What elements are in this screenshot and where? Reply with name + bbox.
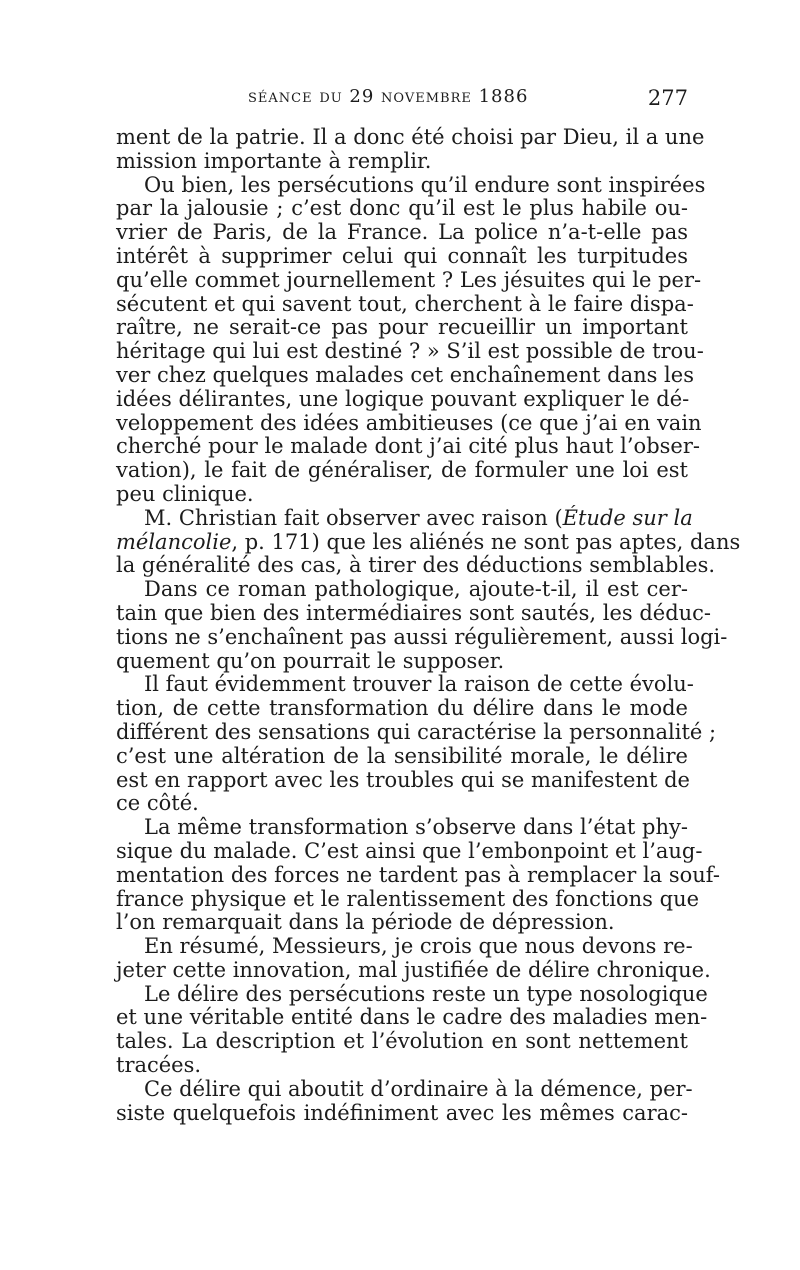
text-line (116, 1076, 693, 1102)
text-line (116, 911, 688, 935)
text-segment: Ou bien, les persécutions qu’il endure sont inspirées (144, 172, 706, 197)
text-segment: ment de la patrie. Il a donc été choisi par Dieu, il a une (116, 125, 705, 149)
text-line (116, 339, 704, 364)
text-segment: sique du malade. C’est ainsi que l’embonpoint et l’aug- (116, 838, 703, 863)
text-segment: france physique et le ralentissement des fonctions que (116, 886, 700, 911)
text-segment: peu clinique. (116, 481, 254, 506)
text-line (116, 1054, 688, 1078)
text-line (116, 529, 741, 555)
text-line (116, 769, 688, 793)
text-segment: qu’elle commet journellement ? Les jésuites qui le per- (116, 267, 702, 292)
text-line (116, 719, 717, 745)
text-line (116, 459, 688, 483)
text-segment: tales. La description et l’évolution en sont nettement (116, 1029, 688, 1054)
text-line (116, 553, 716, 578)
text-line (116, 1102, 688, 1126)
text-segment: En résumé, Messieurs, je crois que nous devons re- (144, 934, 693, 959)
text-segment: raître, ne serait-ce pas pour recueillir un important (116, 315, 688, 340)
text-line (116, 434, 700, 459)
text-line (116, 650, 688, 674)
text-line (116, 981, 708, 1007)
text-line (116, 505, 693, 531)
text-segment: Le délire des persécutions reste un type nosologique (144, 981, 708, 1006)
text-line (116, 410, 702, 436)
text-line (116, 934, 693, 959)
text-line (116, 172, 706, 198)
text-line (116, 1005, 708, 1030)
text-line (116, 792, 688, 816)
text-segment: Ce délire qui aboutit d’ordinaire à la démence, per- (144, 1076, 693, 1101)
text-segment: jeter cette innovation, mal justifiée de délire chronique. (116, 957, 711, 982)
text-segment: Il faut évidemment trouver la raison de cette évolu- (144, 672, 694, 697)
text-line (116, 624, 728, 650)
text-segment: tain que bien des intermédiaires sont sautés, les déduc- (116, 600, 712, 625)
text-line (116, 362, 694, 388)
text-segment: sécutent et qui savent tout, cherchent à le faire dispa- (116, 291, 694, 316)
text-segment: l’on remarquait dans la période de dépression. (116, 910, 615, 935)
text-line (116, 245, 688, 269)
text-segment: cherché pour le malade dont j’ai cité plus haut l’obser- (116, 434, 700, 459)
text-segment: veloppement des idées ambitieuses (ce que j’ai en vain (116, 410, 702, 435)
text-segment: tions ne s’enchaînent pas aussi régulièrement, aussi logi- (116, 624, 728, 649)
text-line (116, 221, 688, 245)
text-line (116, 1030, 688, 1054)
text-line (116, 388, 688, 412)
text-segment: M. Christian fait observer avec raison ( (144, 505, 563, 530)
text-line (116, 483, 688, 507)
text-line (116, 316, 688, 340)
text-line (116, 745, 688, 769)
text-line (116, 672, 694, 697)
page-number: 277 (647, 86, 688, 110)
text-line (116, 886, 700, 912)
text-segment: est en rapport avec les troubles qui se manifestent de (116, 767, 690, 792)
text-line (116, 150, 688, 174)
text-segment: et une véritable entité dans le cadre des maladies men- (116, 1005, 708, 1030)
text-segment: mentation des forces ne tardent pas à remplacer la souf- (116, 862, 720, 887)
text-line (116, 697, 688, 721)
text-line (116, 600, 712, 626)
text-line (116, 125, 705, 150)
text-line (116, 838, 703, 864)
text-segment: quement qu’on pourrait le supposer. (116, 648, 505, 673)
text-line (116, 291, 694, 317)
text-segment: , p. 171) que les aliénés ne sont pas aptes, dans (231, 529, 741, 554)
text-segment: c’est une altération de la sensibilité morale, le délire (116, 743, 688, 768)
text-segment: La même transformation s’observe dans l’état phy- (144, 815, 688, 840)
text-segment: idées délirantes, une logique pouvant expliquer le dé- (116, 386, 690, 411)
text-line (116, 578, 688, 602)
text-line (116, 862, 720, 888)
text-segment: par la jalousie ; c’est donc qu’il est le plus habile ou- (116, 196, 688, 221)
text-segment: vrier de Paris, de la France. La police n’a-t-elle pas (116, 220, 688, 245)
text-segment: tion, de cette transformation du délire dans le mode (116, 696, 688, 721)
body-text (116, 125, 741, 1125)
text-segment: siste quelquefois indéfiniment avec les mêmes carac- (116, 1100, 688, 1125)
text-segment: ver chez quelques malades cet enchaînement dans les (116, 362, 694, 387)
text-segment: tracées. (116, 1053, 202, 1078)
text-segment: la généralité des cas, à tirer des déductions semblables. (116, 553, 716, 578)
text-segment: héritage qui lui est destiné ? » S’il est possible de trou- (116, 339, 704, 364)
text-line (116, 816, 688, 840)
running-title: séance du 29 novembre 1886 (248, 86, 529, 107)
text-segment: Dans ce roman pathologique, ajoute-t-il, il est cer- (144, 577, 688, 602)
text-segment: différent des sensations qui caractérise la personnalité ; (116, 719, 717, 744)
page-header (120, 86, 688, 122)
text-segment: vation), le fait de généraliser, de formuler une loi est (116, 458, 688, 483)
text-line (116, 197, 688, 221)
text-segment: intérêt à supprimer celui qui connaît les turpitudes (116, 243, 688, 268)
text-line (116, 957, 711, 983)
italic-segment: Étude sur la (562, 505, 693, 530)
text-line (116, 267, 702, 293)
italic-segment: mélancolie (116, 529, 232, 554)
text-segment: mission importante à remplir. (116, 148, 432, 173)
text-segment: ce côté. (116, 791, 199, 816)
